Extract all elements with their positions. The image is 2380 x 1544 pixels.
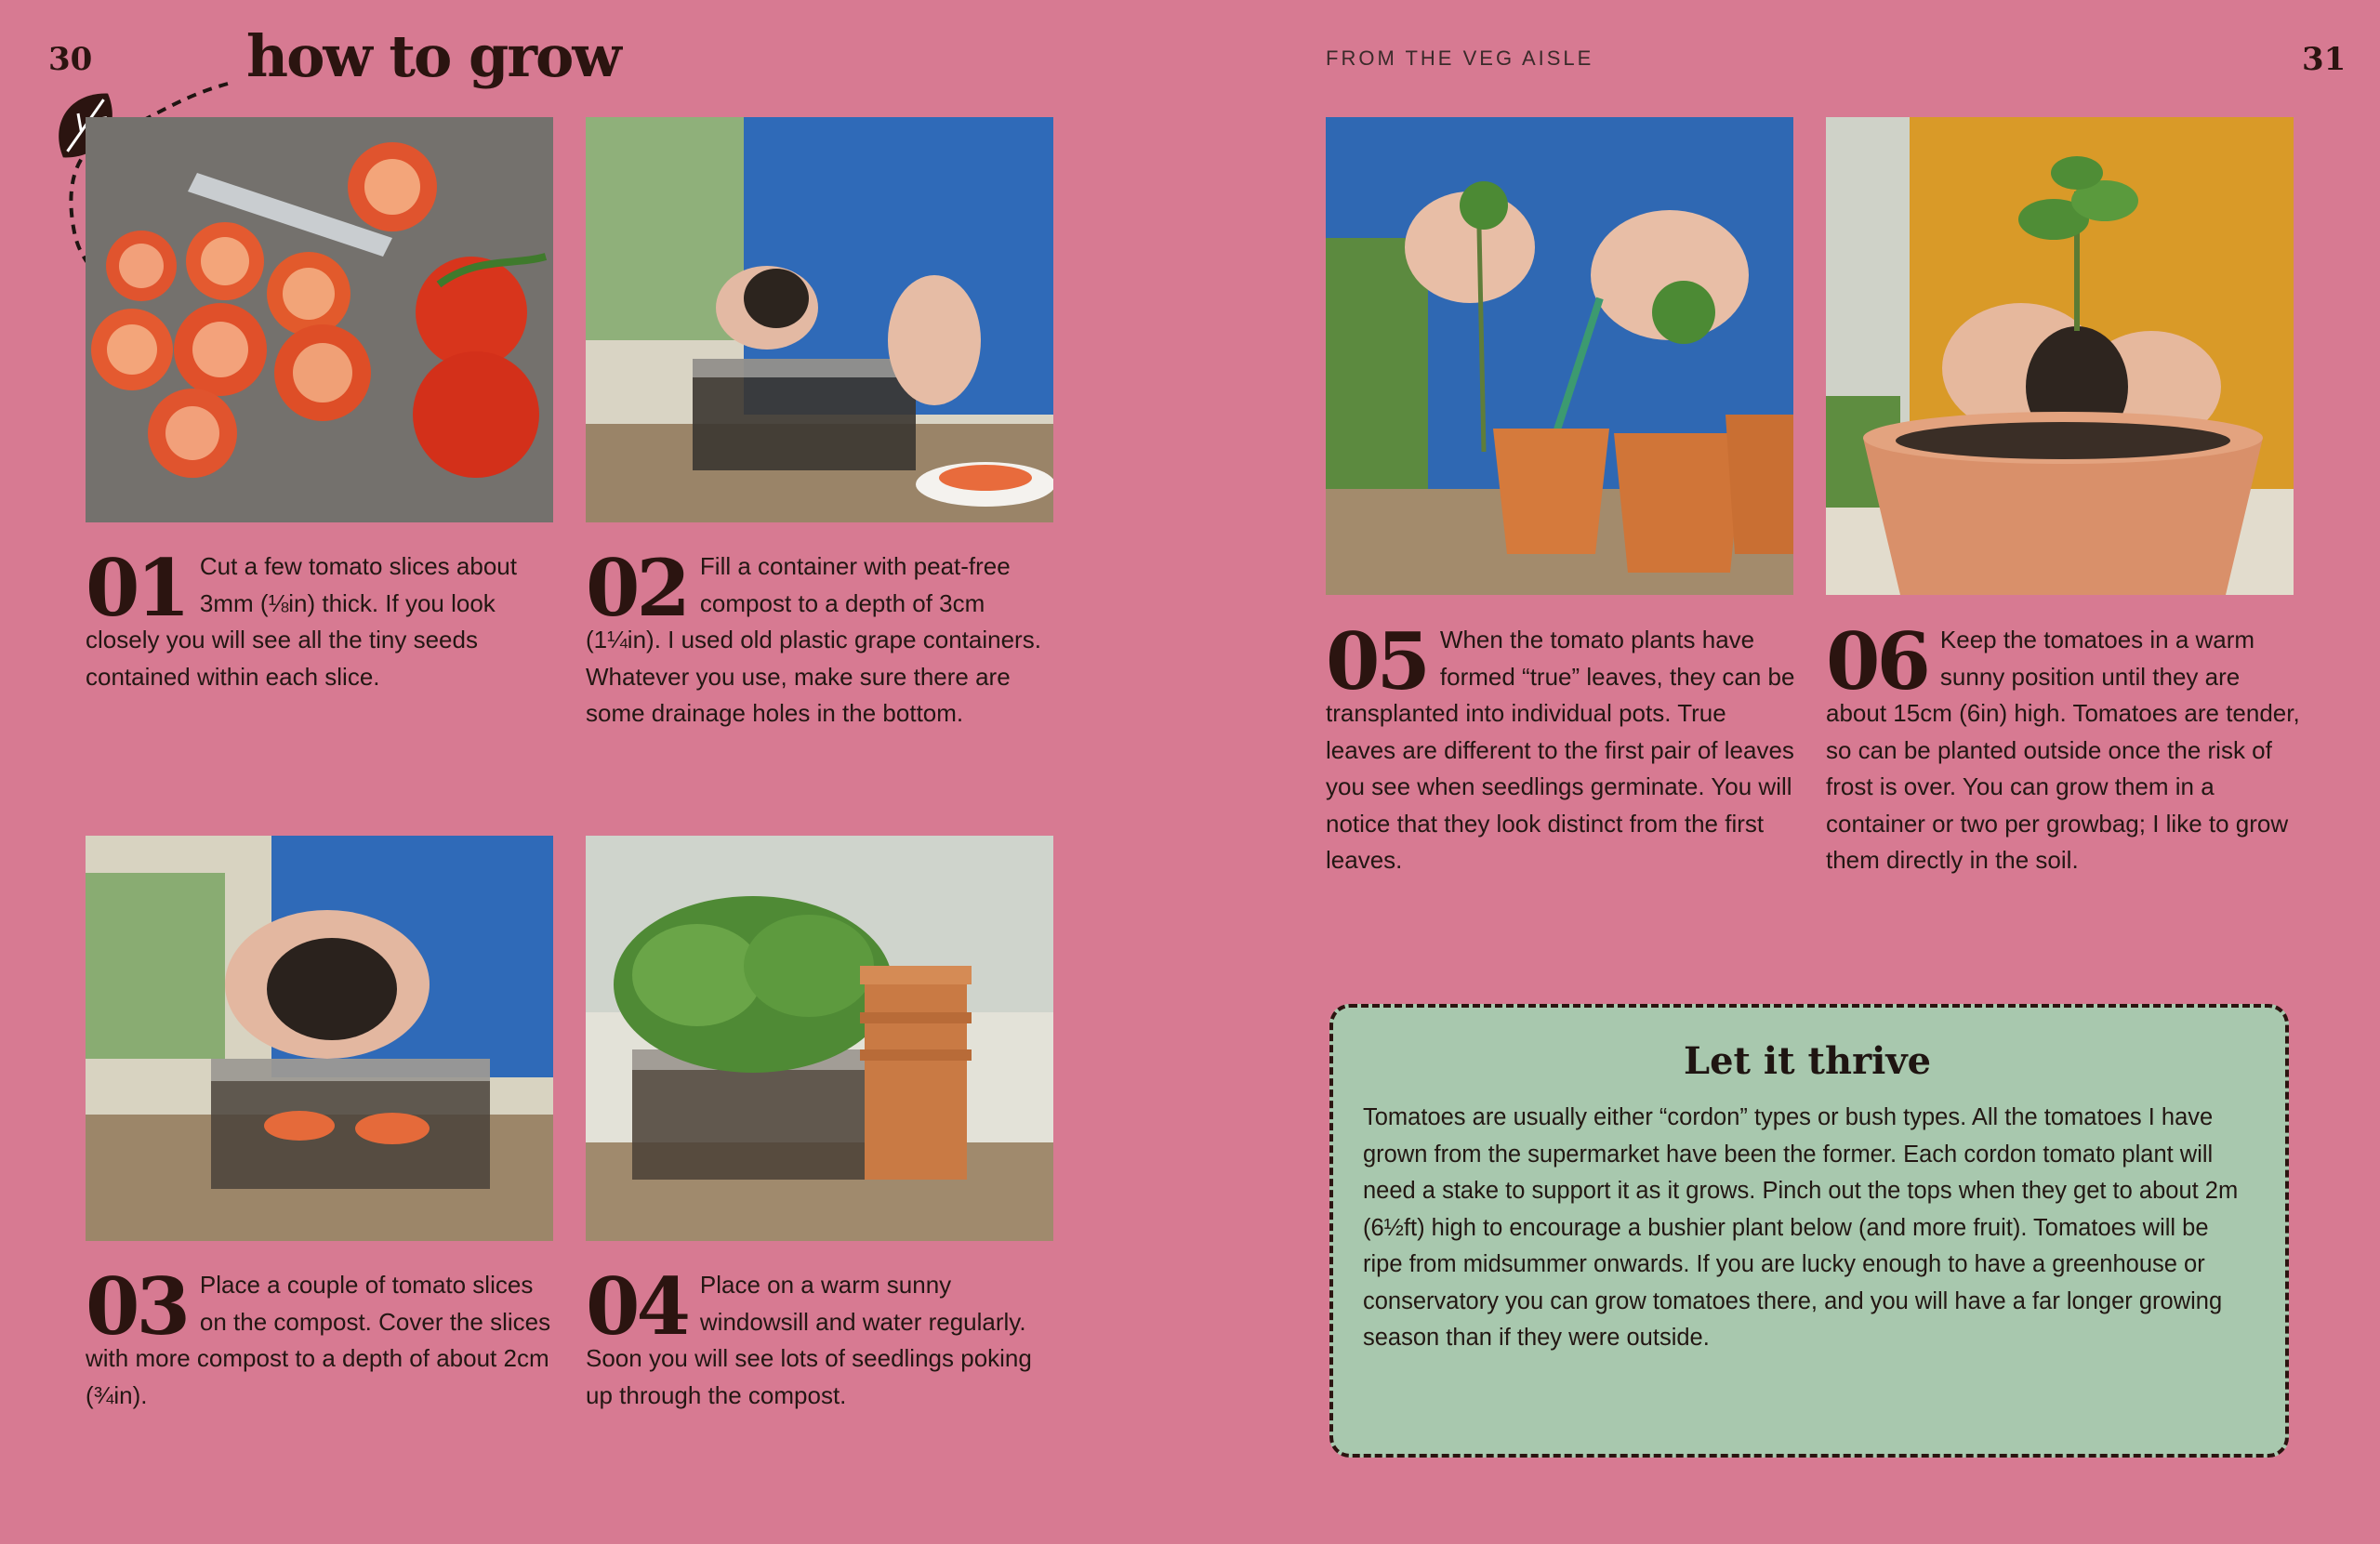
step-03 xyxy=(86,1260,560,1414)
step-05 xyxy=(1326,615,1800,879)
running-head: FROM THE VEG AISLE xyxy=(1326,46,1594,70)
step-text: Fill a container with peat-free compost to a depth of 3cm (1¼in). I used old plastic grape containers. Whatever you use, make sure there are some drainage holes in the bottom. xyxy=(586,552,1041,727)
step-04 xyxy=(586,1260,1060,1414)
tomato-slices-photo xyxy=(86,117,553,522)
left-page-number: 30 xyxy=(48,41,93,78)
step-text: Cut a few tomato slices about 3mm (⅛in) thick. If you look closely you will see all the tiny seeds contained within each slice. xyxy=(86,552,517,691)
planting-out-photo xyxy=(1826,117,2294,595)
step-text: Place on a warm sunny windowsill and water regularly. Soon you will see lots of seedlings poking up through the compost. xyxy=(586,1271,1032,1409)
step-number: 05 xyxy=(1326,615,1427,707)
covering-slices-photo xyxy=(86,836,553,1241)
step-number: 06 xyxy=(1826,615,1927,707)
step-text: Keep the tomatoes in a warm sunny position until they are about 15cm (6in) high. Tomatoes are tender, so can be planted outside once the risk of frost is over. You can grow them in a container or two per growbag; I like to grow them directly in the soil. xyxy=(1826,626,2300,874)
step-text: When the tomato plants have formed “true” leaves, they can be transplanted into individual pots. True leaves are different to the first pair of leaves you see when seedlings germinate. You will notice that they look distinct from the first leaves. xyxy=(1326,626,1795,874)
thrive-box-title: Let it thrive xyxy=(1683,1039,1932,1083)
transplanting-photo xyxy=(1326,117,1793,595)
right-page-number: 31 xyxy=(2302,41,2347,78)
step-number: 03 xyxy=(86,1260,187,1353)
step-02 xyxy=(586,542,1060,732)
step-number: 04 xyxy=(586,1260,687,1353)
step-number: 01 xyxy=(86,542,187,634)
step-06 xyxy=(1826,615,2300,879)
step-01 xyxy=(86,542,550,695)
thrive-box-text: Tomatoes are usually either “cordon” types or bush types. All the tomatoes I have grown from the supermarket have been the former. Each cordon tomato plant will need a stake to support it as it grows. Pinch out the tops when they get to about 2m (6½ft) high to encourage a bushier plant below (and more fruit). Tomatoes will be ripe from midsummer onwards. If you are lucky enough to have a greenhouse or conservatory you can grow tomatoes there, and you will have a far longer growing season than if they were outside. xyxy=(1363,1104,2239,1351)
step-number: 02 xyxy=(586,542,687,634)
step-text: Place a couple of tomato slices on the compost. Cover the slices with more compost to a depth of about 2cm (¾in). xyxy=(86,1271,551,1409)
page-heading: how to grow xyxy=(246,22,620,90)
compost-container-photo xyxy=(586,117,1053,522)
seedlings-photo xyxy=(586,836,1053,1241)
let-it-thrive-box xyxy=(1329,1004,2289,1458)
